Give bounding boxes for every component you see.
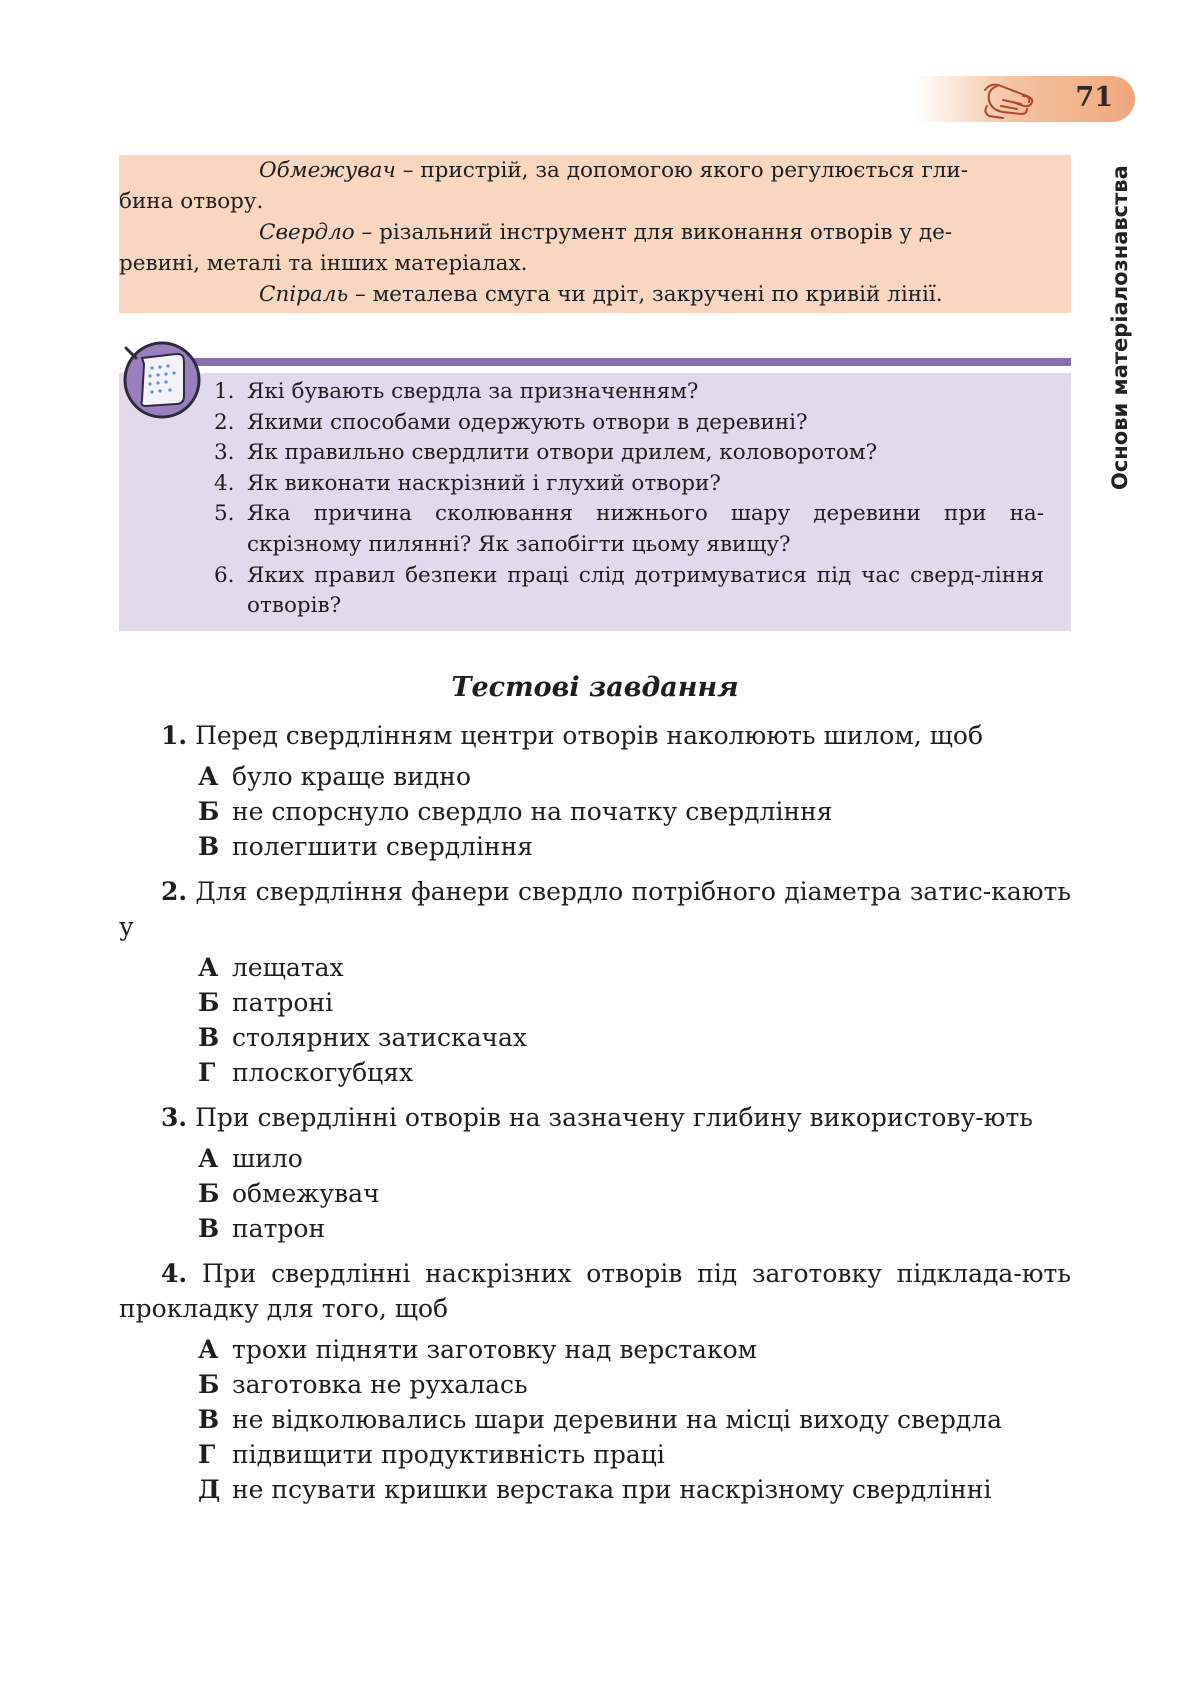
list-item: 2. Якими способами одержують отвори в деревині? <box>214 409 808 435</box>
list-item: 3. Як правильно свердлити отвори дрилем, коловоротом? <box>214 440 878 466</box>
test-options-3 <box>198 1141 1071 1246</box>
answer-option[interactable]: В полегшити свердління <box>198 832 534 861</box>
definition-limiter: Обмежувач – пристрій, за допомогою якого регулюється гли- <box>259 158 968 183</box>
answer-option[interactable]: Г підвищити продуктивність праці <box>198 1440 665 1469</box>
questions-header-band <box>176 358 1071 366</box>
list-item: 6. Яких правил безпеки праці слід дотримуватися під час сверд-ління отворів? <box>214 562 1044 619</box>
answer-option[interactable]: А було краще видно <box>198 762 472 791</box>
tests-section <box>119 718 1071 1517</box>
definition-drill: Свердло – різальний інструмент для виконання отворів у де- <box>259 220 953 245</box>
page-number-tab <box>915 76 1135 122</box>
pointing-hand-icon <box>977 76 1047 122</box>
answer-option[interactable]: Д не псувати кришки верстака при наскрізному свердлінні <box>198 1475 992 1504</box>
list-item: 5. Яка причина сколювання нижнього шару деревини при на-скрізному пилянні? Як запобігти цьому явищу? <box>214 501 1044 557</box>
definitions-box <box>119 155 1071 313</box>
answer-option[interactable]: Б обмежувач <box>198 1179 380 1208</box>
answer-option[interactable]: Б патроні <box>198 988 334 1017</box>
test-options-4 <box>198 1332 1071 1507</box>
test-options-2 <box>198 950 1071 1090</box>
list-item: 1. Які бувають свердла за призначенням? <box>214 379 699 404</box>
tests-title: Тестові завдання <box>451 672 739 703</box>
answer-option[interactable]: А трохи підняти заготовку над верстаком <box>198 1335 758 1364</box>
questions-scroll-icon <box>120 338 204 422</box>
answer-option[interactable]: В не відколювались шари деревини на місці виходу свердла <box>198 1405 1002 1434</box>
test-question-4: 4. При свердлінні наскрізних отворів під заготовку підклада-ють прокладку для того, щоб <box>119 1259 1071 1323</box>
test-options-1 <box>198 759 1071 864</box>
page-number: 71 <box>1075 82 1113 113</box>
list-item: 4. Як виконати наскрізний і глухий отвори? <box>214 470 721 496</box>
answer-option[interactable]: Г плоскогубцях <box>198 1058 414 1087</box>
section-side-title: Основи матеріалознавства <box>1108 165 1132 490</box>
answer-option[interactable]: В столярних затискачах <box>198 1023 528 1052</box>
answer-option[interactable]: Б заготовка не рухалась <box>198 1370 528 1399</box>
answer-option[interactable]: А лещатах <box>198 953 344 982</box>
answer-option[interactable]: В патрон <box>198 1214 326 1243</box>
definition-drill-cont: ревині, металі та інших матеріалах. <box>119 251 528 276</box>
test-question-3: 3. При свердлінні отворів на зазначену глибину використову-ють <box>161 1103 1033 1132</box>
definition-limiter-cont: бина отвору. <box>119 189 264 214</box>
review-questions-list <box>214 377 1044 622</box>
test-question-2: 2. Для свердління фанери свердло потрібного діаметра затис-кають у <box>119 877 1071 941</box>
definition-spiral: Спіраль – металева смуга чи дріт, закручені по кривій лінії. <box>259 282 943 307</box>
test-question-1: 1. Перед свердлінням центри отворів наколюють шилом, щоб <box>161 721 984 750</box>
answer-option[interactable]: А шило <box>198 1144 303 1173</box>
answer-option[interactable]: Б не спорснуло свердло на початку свердління <box>198 797 833 826</box>
